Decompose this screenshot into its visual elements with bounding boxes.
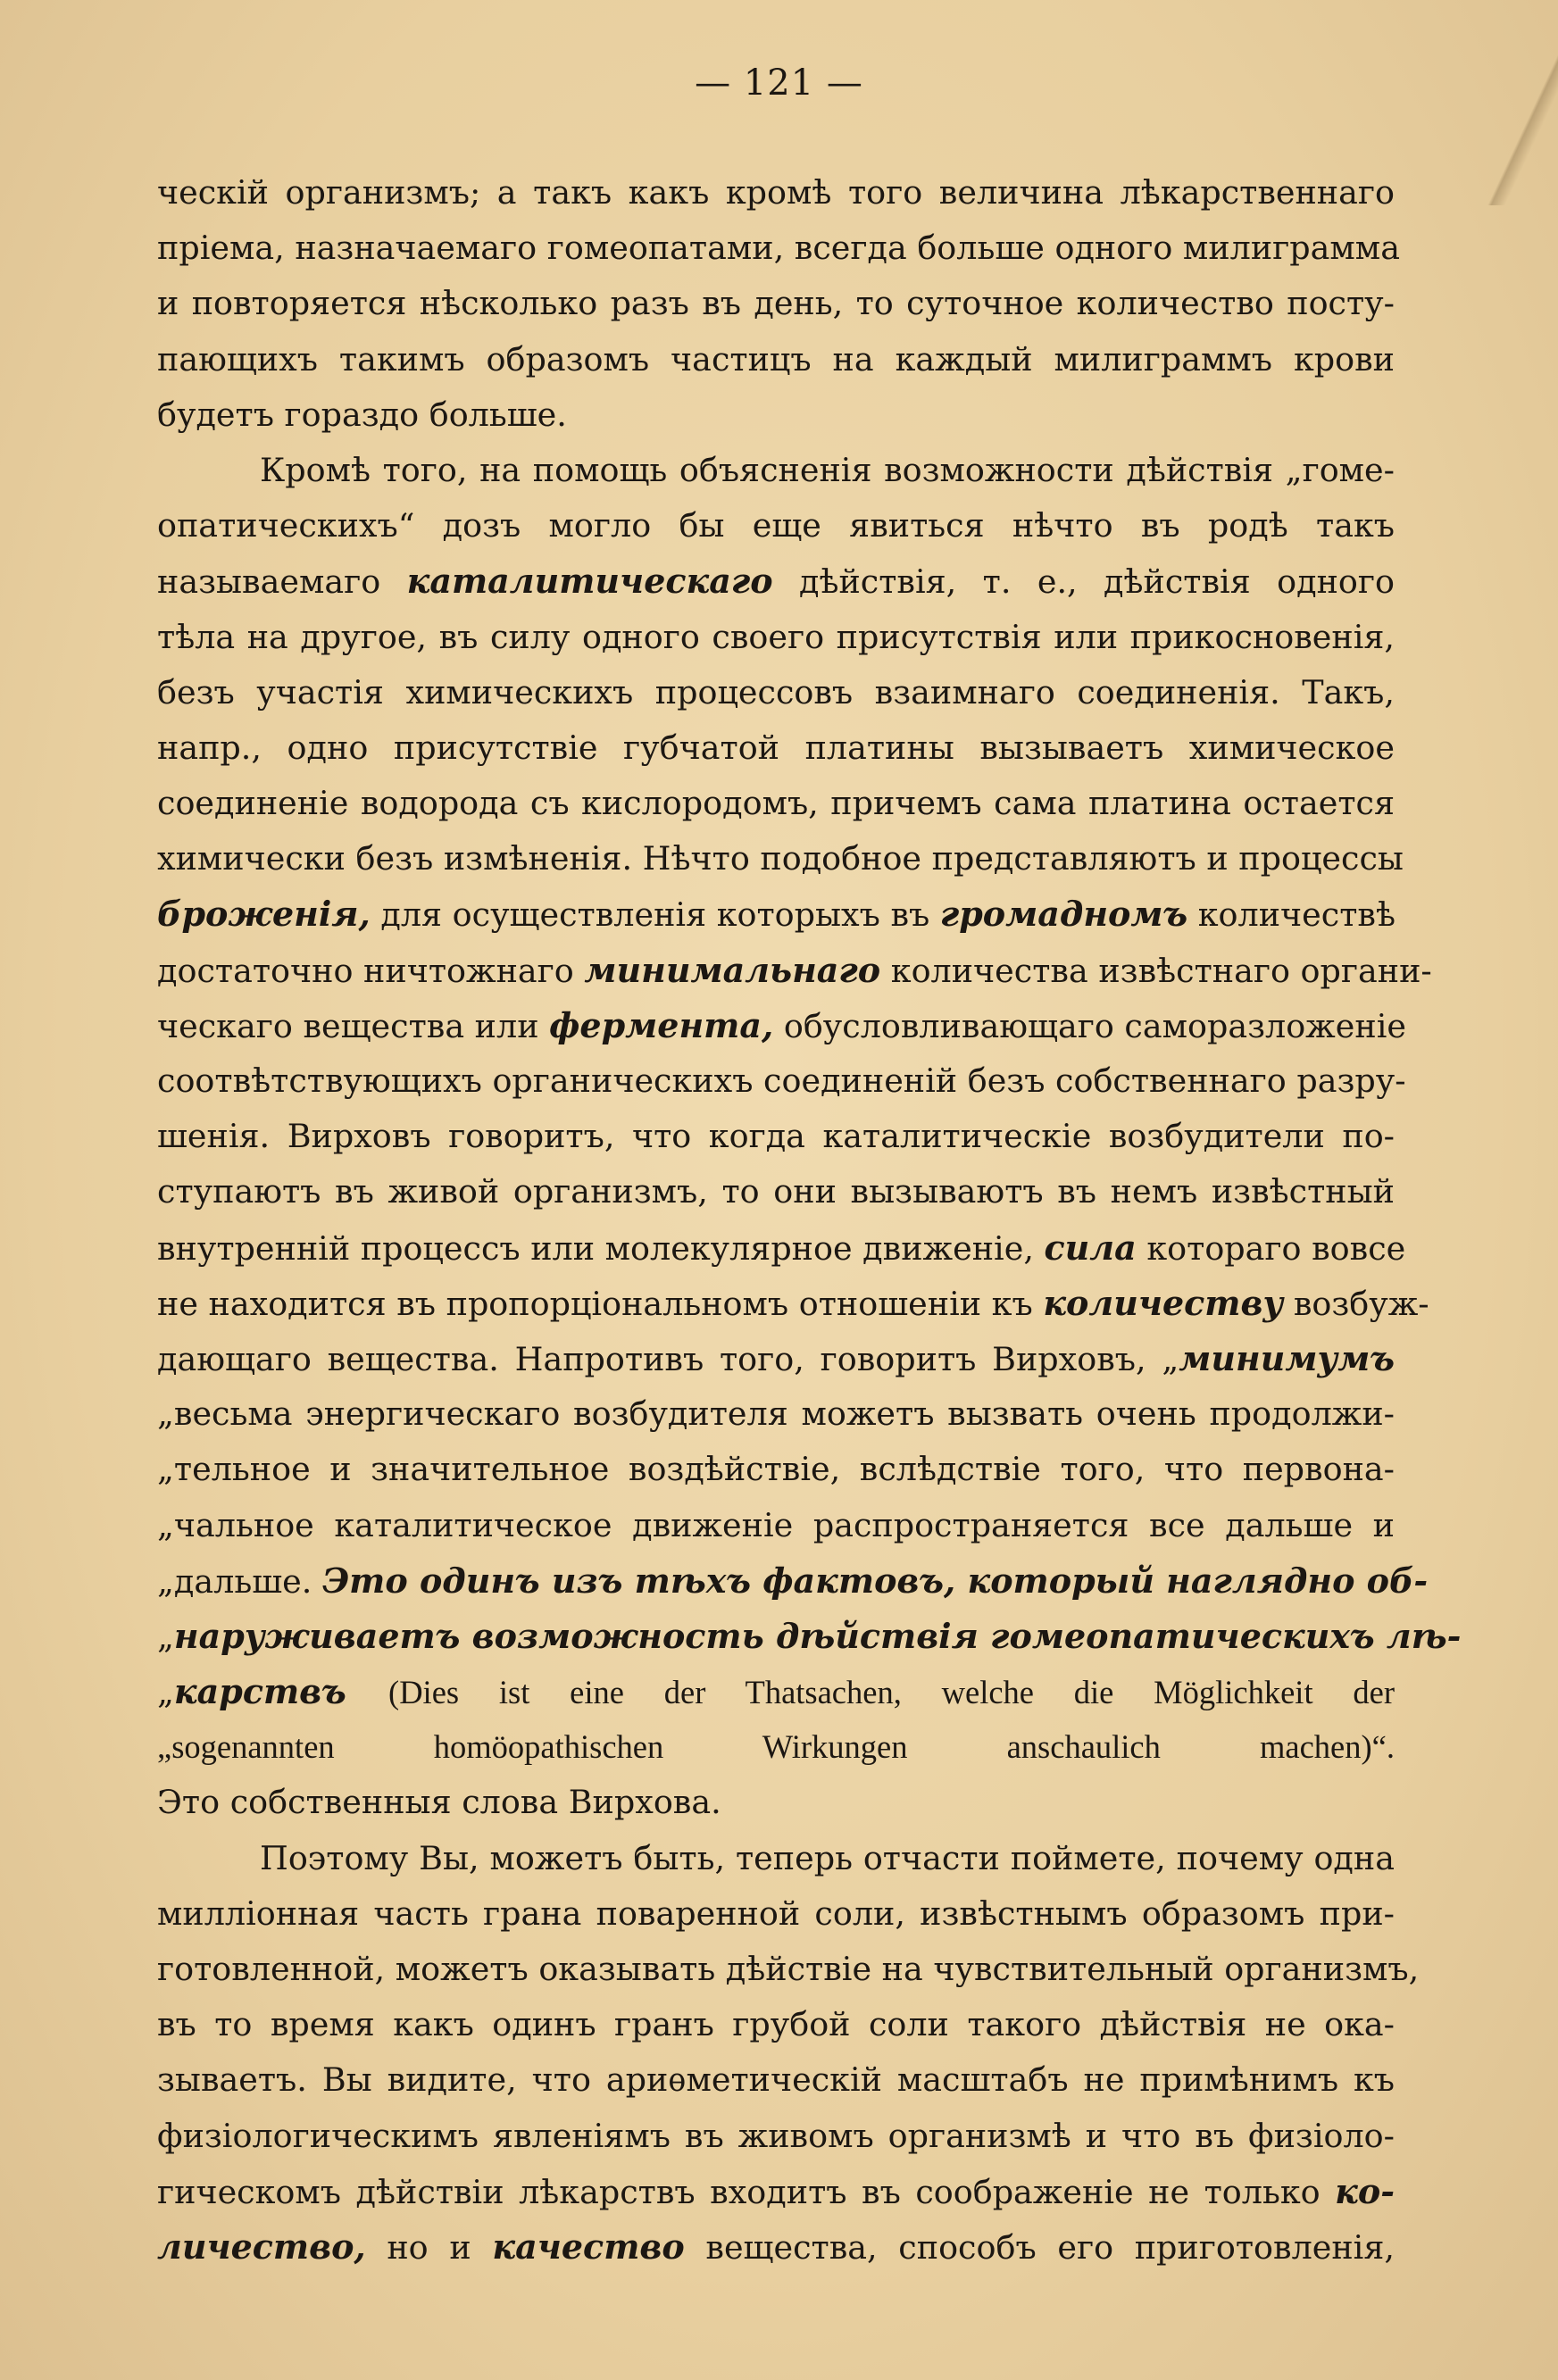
german-quote: (Dies ist eine der Thatsachen, welche die Möglichkeit der [388,1674,1395,1711]
text-segment: количества извѣстнаго органи- [890,951,1432,990]
text-segment: не находится въ пропорціональномъ отношеніи къ [157,1284,1033,1323]
text-line: опатическихъ“ дозъ могло бы еще явиться нѣчто въ родѣ такъ [157,506,1395,545]
text-line: зываетъ. Вы видите, что ариѳметическій масштабъ не примѣнимъ къ [157,2060,1395,2100]
text-line: соотвѣтствующихъ органическихъ соединеній безъ собственнаго разру- [157,1061,1406,1100]
text-line: въ то время какъ одинъ гранъ грубой соли такого дѣйствія не ока- [157,2005,1395,2044]
text-line: безъ участія химическихъ процессовъ взаимнаго соединенія. Такъ, [157,672,1395,712]
text-line [157,1553,1429,1609]
text-line: физіологическимъ явленіямъ въ живомъ организмѣ и что въ физіоло- [157,2116,1395,2155]
emphasis: каталитическаго [406,561,773,602]
paragraph-3 [157,1831,1420,2276]
text-line [157,1609,1462,1664]
emphasis: качество [492,2226,685,2267]
text-segment: достаточно ничтожнаго [157,951,574,990]
text-line: и повторяется нѣсколько разъ въ день, то суточное количество посту- [157,284,1395,323]
text-line [157,1331,1395,1386]
text-line: шенія. Вирховъ говоритъ, что когда каталитическіе возбудители по- [157,1117,1395,1156]
text-segment: для осуществленія которыхъ въ [380,895,930,935]
text-segment: называемаго [157,562,381,602]
page-number: — 121 — [695,62,863,104]
text-segment: но и [387,2227,471,2267]
emphasis: минимумъ [1179,1337,1395,1378]
text-line: „весьма энергическаго возбудителя можетъ вызвать очень продолжи- [157,1394,1395,1434]
paragraph-1 [157,165,1400,443]
text-segment: дающаго вещества. Напротивъ того, говоритъ Вирховъ, „ [157,1339,1179,1378]
text-segment: „ [157,1617,174,1656]
text-line [157,998,1406,1053]
text-segment: обусловливающаго саморазложеніе [783,1006,1406,1045]
text-line: „тельное и значительное воздѣйствіе, вслѣдствіе того, что первона- [157,1450,1395,1489]
text-segment: дѣйствія, т. е., дѣйствія одного [798,562,1395,602]
emphasis: минимальнаго [584,949,881,990]
text-line: будетъ гораздо больше. [157,395,567,434]
text-line [157,1220,1406,1276]
emphasis: наруживаетъ возможность дѣйствія гомеопатическихъ лѣ- [173,1615,1462,1656]
text-line: соединеніе водорода съ кислородомъ, причемъ сама платина остается [157,784,1395,823]
text-segment: котораго вовсе [1146,1228,1406,1268]
text-line: Поэтому Вы, можетъ быть, теперь отчасти поймете, почему одна [260,1838,1395,1877]
text-segment: вещества, способъ его приготовленія, [705,2227,1395,2267]
text-line: ческій организмъ; а такъ какъ кромѣ того величина лѣкарственнаго [157,173,1395,212]
text-segment: гическомъ дѣйствіи лѣкарствъ входитъ въ соображеніе не только [157,2172,1321,2211]
emphasis: Это одинъ изъ тѣхъ фактовъ, который наглядно об- [321,1560,1429,1601]
emphasis: громадномъ [939,894,1188,935]
text-segment: „ [157,1673,174,1712]
text-line: готовленной, можетъ оказывать дѣйствіе на чувствительный организмъ, [157,1950,1420,1988]
emphasis: ко- [1335,2170,1396,2211]
text-line: химически безъ измѣненія. Нѣчто подобное представляютъ и процессы [157,839,1404,878]
text-line: ступаютъ въ живой организмъ, то они вызываютъ въ немъ извѣстный [157,1172,1395,1211]
text-line: милліонная часть грана поваренной соли, извѣстнымъ образомъ при- [157,1893,1395,1933]
text-line: Это собственныя слова Вирхова. [157,1783,721,1822]
text-line: тѣла на другое, въ силу одного своего присутствія или прикосновенія, [157,617,1395,656]
text-segment: ческаго вещества или [157,1006,539,1045]
text-line [157,1664,1395,1719]
emphasis: фермента, [549,1004,774,1045]
emphasis: сила [1044,1227,1137,1268]
page-body [157,165,1462,2275]
text-line [157,886,1395,942]
emphasis: карствъ [173,1671,346,1712]
text-line: Кромѣ того, на помощь объясненія возможности дѣйствія „гоме- [260,450,1395,489]
text-line: напр., одно присутствіе губчатой платины вызываетъ химическое [157,728,1395,767]
text-line [157,943,1432,998]
text-segment: внутренній процессъ или молекулярное движеніе, [157,1228,1034,1268]
german-quote-line: „sogenannten homöopathischen Wirkungen anschaulich machen)“. [157,1728,1395,1766]
text-segment: „дальше. [157,1561,312,1601]
text-line: пающихъ такимъ образомъ частицъ на каждый милиграммъ крови [157,339,1395,379]
emphasis: броженія, [157,894,371,935]
text-line [157,2164,1395,2219]
paragraph-2 [157,443,1462,1831]
text-line [157,553,1395,609]
emphasis: личество, [157,2226,366,2267]
text-line: пріема, назначаемаго гомеопатами, всегда больше одного милиграмма [157,229,1400,268]
text-segment: количествѣ [1197,895,1396,935]
text-segment: возбуж- [1293,1284,1429,1323]
text-line [157,2219,1395,2275]
emphasis: количеству [1043,1282,1284,1323]
text-line: „чальное каталитическое движеніе распространяется все дальше и [157,1505,1395,1544]
text-line [157,1276,1429,1331]
